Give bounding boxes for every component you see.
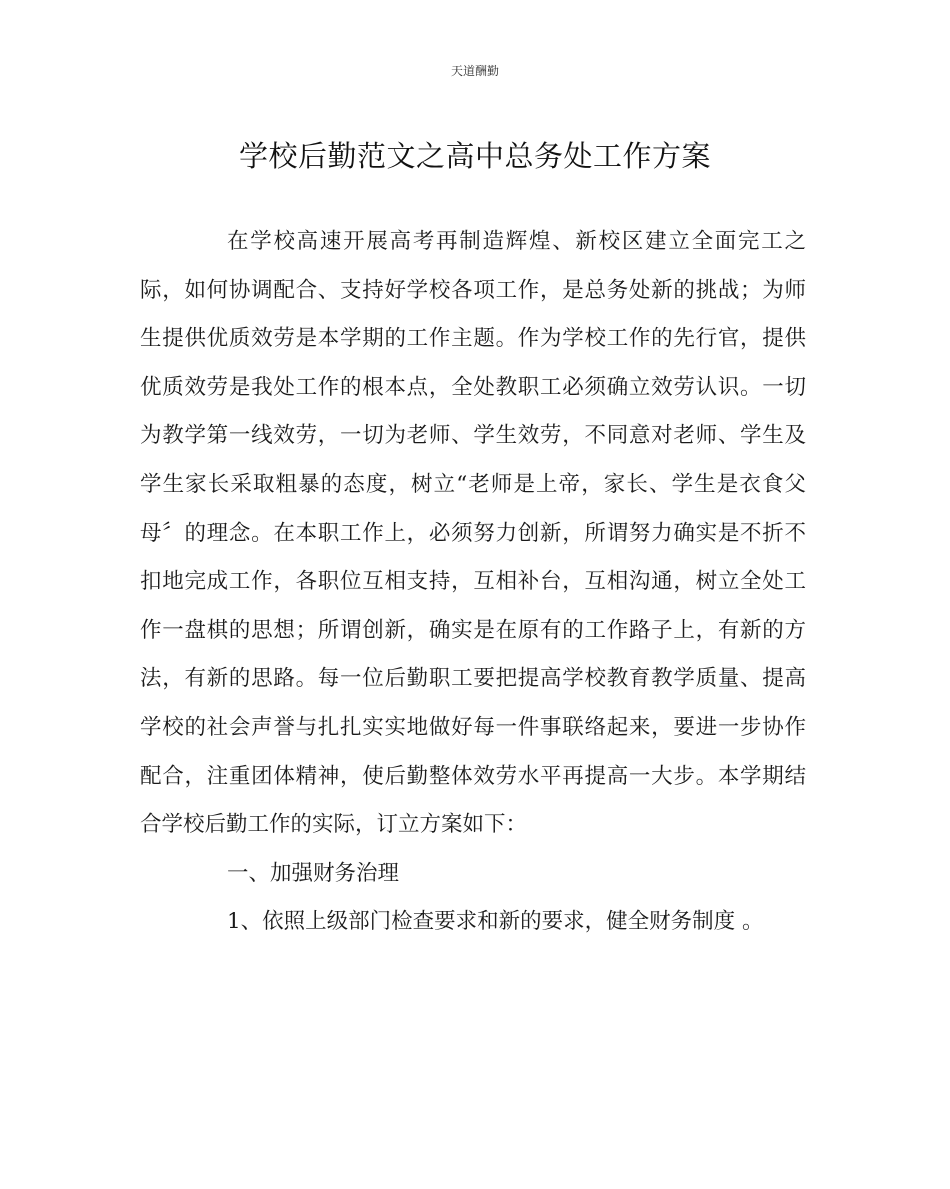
document-title: 学校后勤范文之高中总务处工作方案 bbox=[238, 139, 711, 173]
intro-paragraph: 在学校高速开展高考再制造辉煌、新校区建立全面完工之际，如何协调配合、支持好学校各项工作，是总务处新的挑战；为师生提供优质效劳是本学期的工作主题。作为学校工作的先行官，提供优质效劳是我处工作的根本点，全处教职工必须确立效劳认识。一切为教学第一线效劳，一切为老师、学生效劳，不同意对老师、学生及学生家长采取粗暴的态度，树立“老师是上帝，家长、学生是衣食父母〞的理念。在本职工作上，必须努力创新，所谓努力确实是不折不扣地完成工作，各职位互相支持，互相补台，互相沟通，树立全处工作一盘棋的思想；所谓创新，确实是在原有的工作路子上，有新的方法，有新的思路。每一位后勤职工要把提高学校教育教学质量、提高学校的社会声誉与扎扎实实地做好每一件事联络起来，要进一步协作配合，注重团体精神，使后勤整体效劳水平再提高一大步。本学期结合学校后勤工作的实际，订立方案如下： bbox=[140, 229, 806, 838]
document-body bbox=[140, 218, 806, 947]
list-item: 1、依照上级部门检查要求和新的要求，健全财务制度 。 bbox=[227, 909, 764, 935]
section-heading: 一、加强财务治理 bbox=[227, 860, 400, 886]
page-header: 天道酬勤 bbox=[450, 64, 499, 78]
